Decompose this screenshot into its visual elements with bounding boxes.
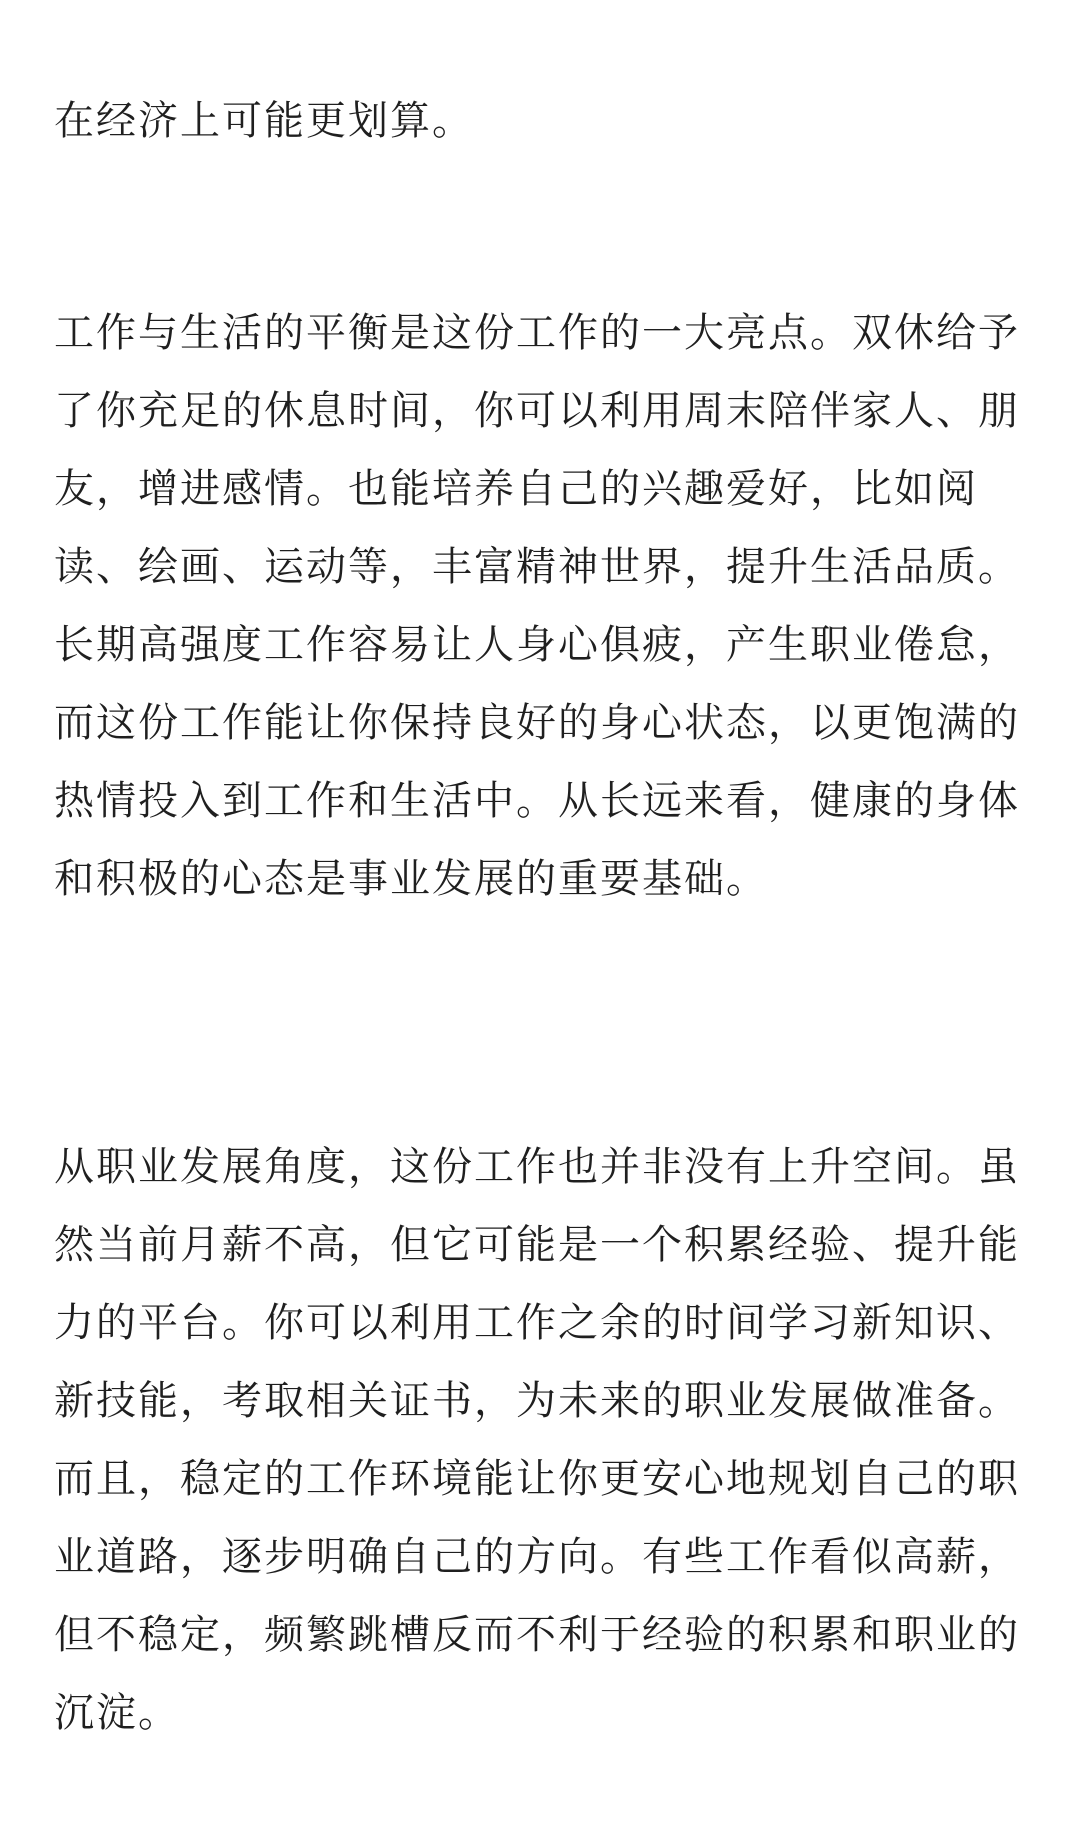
paragraph-1: 在经济上可能更划算。 — [54, 98, 474, 144]
paragraph-3: 从职业发展角度，这份工作也并非没有上升空间。虽然当前月薪不高，但它可能是一个积累经验、提升能力的平台。你可以利用工作之余的时间学习新知识、新技能，考取相关证书，为未来的职业发展做准备。而且，稳定的工作环境能让你更安心地规划自己的职业道路，逐步明确自己的方向。有些工作看似高薪，但不稳定，频繁跳槽反而不利于经验的积累和职业的沉淀。 — [54, 1144, 1020, 1736]
paragraph-2: 工作与生活的平衡是这份工作的一大亮点。双休给予了你充足的休息时间，你可以利用周末陪伴家人、朋友，增进感情。也能培养自己的兴趣爱好，比如阅读、绘画、运动等，丰富精神世界，提升生活品质。长期高强度工作容易让人身心俱疲，产生职业倦怠，而这份工作能让你保持良好的身心状态，以更饱满的热情投入到工作和生活中。从长远来看，健康的身体和积极的心态是事业发展的重要基础。 — [54, 310, 1020, 902]
